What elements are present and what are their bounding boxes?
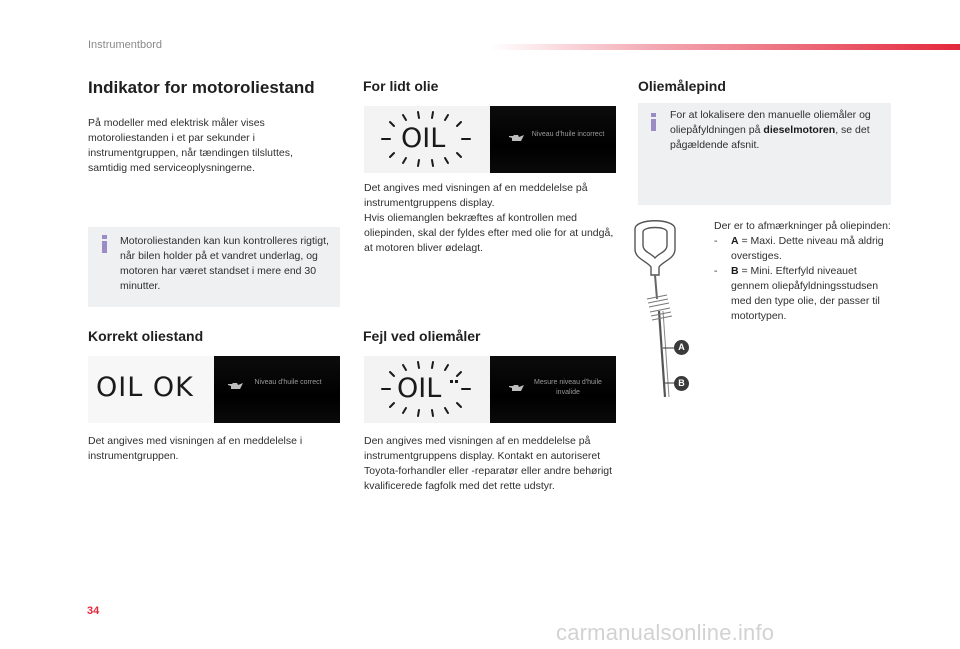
display-oil-text: OIL [397,373,442,404]
dipstick-marks [714,219,892,324]
section-heading-low-oil: For lidt olie [363,78,439,94]
oil-can-icon [227,381,245,391]
gauge-fault-text: Den angives med visningen af en meddelelse på instrumentgruppens display. Kontakt en autoriseret Toyota-forhandler eller -reparatør eller andre behørigt kvalificerede fagfolk med det rette udstyr. [364,435,613,492]
display-message: Niveau d'huile correct [254,379,322,386]
display-image-low-oil [364,106,616,173]
marker-b-badge: B [674,376,689,391]
info-icon [648,113,662,131]
mark-letter: B [731,265,739,277]
display-oil-text: OIL [401,123,446,154]
intro-paragraph: På modeller med elektrisk måler vises motoroliestanden i et par sekunder i instrumentgruppen, når tændingen tilsluttes, samtidig med serviceoplysningerne. [88,117,293,174]
section-heading-oil-indicator: Indikator for motoroliestand [88,78,315,97]
info-text-prefix: For at lokalisere den manuelle oliemåler og oliepåfyldningen på [670,109,871,136]
running-header: Instrumentbord [88,39,162,51]
list-dash: - [714,235,718,247]
mark-letter: A [731,235,739,247]
display-oil-ok-text: OIL OK [96,372,194,403]
info-text-bold: dieselmotoren [763,124,836,136]
info-text [670,108,885,153]
info-box-dipstick [638,103,891,205]
display-image-gauge-fault [364,356,616,423]
marks-intro: Der er to afmærkninger på oliepinden: [714,220,891,232]
display-message: Mesure niveau d'huile invalide [534,379,602,396]
low-oil-text: Det angives med visningen af en meddelelse på instrumentgruppens display. Hvis oliemanglen bekræftes af kontrollen med oliepinden, skal der fyldes efter med olie for at undgå, at motoren bliver ødelagt. [364,182,614,254]
dipstick-illustration [615,215,707,405]
correct-level-text: Det angives med visningen af en meddelelse i instrumentgruppen. [88,435,303,462]
section-heading-gauge-fault: Fejl ved oliemåler [363,328,481,344]
list-item [714,264,892,324]
info-text-suffix: , se det pågældende afsnit. [670,124,870,151]
list-item [714,234,892,264]
oil-can-icon [508,133,526,143]
marks-list [714,234,892,324]
display-message: Niveau d'huile incorrect [531,131,605,138]
list-dash: - [714,265,718,277]
info-icon [99,235,113,253]
info-text: Motoroliestanden kan kun kontrolleres rigtigt, når bilen holder på et vandret underlag, og motoren har været standset i mere end 30 minutter. [120,235,329,292]
marker-a-badge: A [674,340,689,355]
mark-text: = Mini. Efterfyld niveauet gennem oliepåfyldningsstudsen med den type olie, der passer til motortypen. [731,265,880,322]
header-accent-bar [490,44,960,50]
display-image-oil-ok [88,356,340,423]
info-box-oil-check [88,227,340,307]
oil-can-icon [508,383,526,393]
section-heading-correct-level: Korrekt oliestand [88,328,204,344]
page-number: 34 [87,605,100,617]
watermark: carmanualsonline.info [556,620,775,645]
section-heading-dipstick: Oliemålepind [638,78,726,94]
mark-text: = Maxi. Dette niveau må aldrig overstiges. [731,235,884,262]
